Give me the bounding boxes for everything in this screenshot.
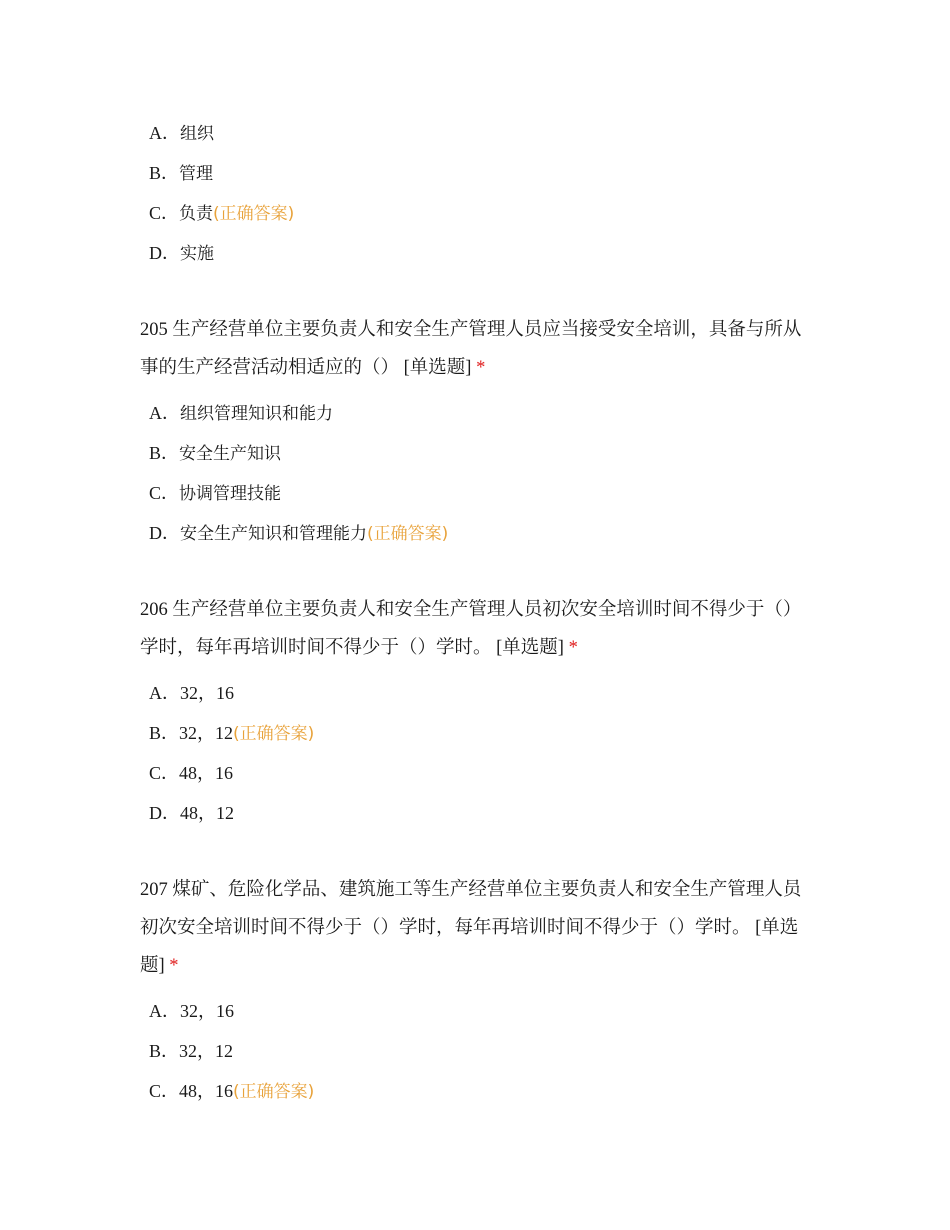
option-text: 实施 <box>180 244 214 264</box>
question-block <box>140 591 812 833</box>
option-item[interactable] <box>140 113 812 153</box>
option-item[interactable] <box>140 193 812 233</box>
option-letter: C． <box>149 1081 180 1101</box>
option-text: 组织 <box>180 124 214 144</box>
correct-answer-label: (正确答案) <box>233 724 315 744</box>
option-item[interactable] <box>140 153 812 193</box>
option-item[interactable] <box>140 713 812 753</box>
option-item[interactable] <box>140 673 812 713</box>
option-item[interactable] <box>140 991 812 1031</box>
correct-answer-label: (正确答案) <box>213 204 295 224</box>
option-text: 32，16 <box>180 683 234 703</box>
question-text <box>140 871 812 985</box>
option-text: 32，12 <box>179 1041 234 1061</box>
option-text: 安全生产知识 <box>179 444 282 464</box>
question-text <box>140 311 812 387</box>
question-list <box>140 113 812 1111</box>
option-item[interactable] <box>140 433 812 473</box>
option-text: 48，16 <box>179 763 234 783</box>
option-letter: C． <box>149 203 180 223</box>
option-item[interactable] <box>140 513 812 553</box>
option-letter: C． <box>149 763 180 783</box>
option-item[interactable] <box>140 1071 812 1111</box>
option-text: 组织管理知识和能力 <box>180 404 333 424</box>
option-letter: D． <box>149 243 180 263</box>
option-item[interactable] <box>140 233 812 273</box>
option-text: 协调管理技能 <box>179 484 282 504</box>
option-item[interactable] <box>140 753 812 793</box>
option-letter: B． <box>149 443 180 463</box>
correct-answer-label: (正确答案) <box>367 524 449 544</box>
question-text <box>140 591 812 667</box>
option-text: 32，16 <box>180 1001 234 1021</box>
option-letter: B． <box>149 1041 180 1061</box>
question-block <box>140 311 812 553</box>
question-block <box>140 871 812 1111</box>
option-letter: B． <box>149 163 180 183</box>
option-item[interactable] <box>140 393 812 433</box>
required-mark: * <box>568 638 578 658</box>
option-text: 48，16 <box>179 1081 234 1101</box>
option-item[interactable] <box>140 793 812 833</box>
option-item[interactable] <box>140 473 812 513</box>
option-letter: D． <box>149 803 180 823</box>
question-label: 206 生产经营单位主要负责人和安全生产管理人员初次安全培训时间不得少于（）学时，每年再培训时间不得少于（）学时。 [单选题] <box>140 600 802 658</box>
option-item[interactable] <box>140 1031 812 1071</box>
option-text: 管理 <box>179 164 214 184</box>
correct-answer-label: (正确答案) <box>233 1082 315 1102</box>
option-text: 48，12 <box>180 803 234 823</box>
option-text: 负责 <box>179 204 214 224</box>
required-mark: * <box>476 358 486 378</box>
option-letter: A． <box>149 1001 180 1021</box>
question-block <box>140 113 812 273</box>
question-label: 207 煤矿、危险化学品、建筑施工等生产经营单位主要负责人和安全生产管理人员初次安全培训时间不得少于（）学时，每年再培训时间不得少于（）学时。 [单选题] <box>140 880 802 976</box>
option-letter: A． <box>149 403 180 423</box>
option-letter: B． <box>149 723 180 743</box>
option-letter: D． <box>149 523 180 543</box>
question-label: 205 生产经营单位主要负责人和安全生产管理人员应当接受安全培训，具备与所从事的生产经营活动相适应的（） [单选题] <box>140 320 802 378</box>
option-letter: A． <box>149 683 180 703</box>
required-mark: * <box>169 956 179 976</box>
option-letter: A． <box>149 123 180 143</box>
option-letter: C． <box>149 483 180 503</box>
option-text: 安全生产知识和管理能力 <box>180 524 367 544</box>
option-text: 32，12 <box>179 723 234 743</box>
